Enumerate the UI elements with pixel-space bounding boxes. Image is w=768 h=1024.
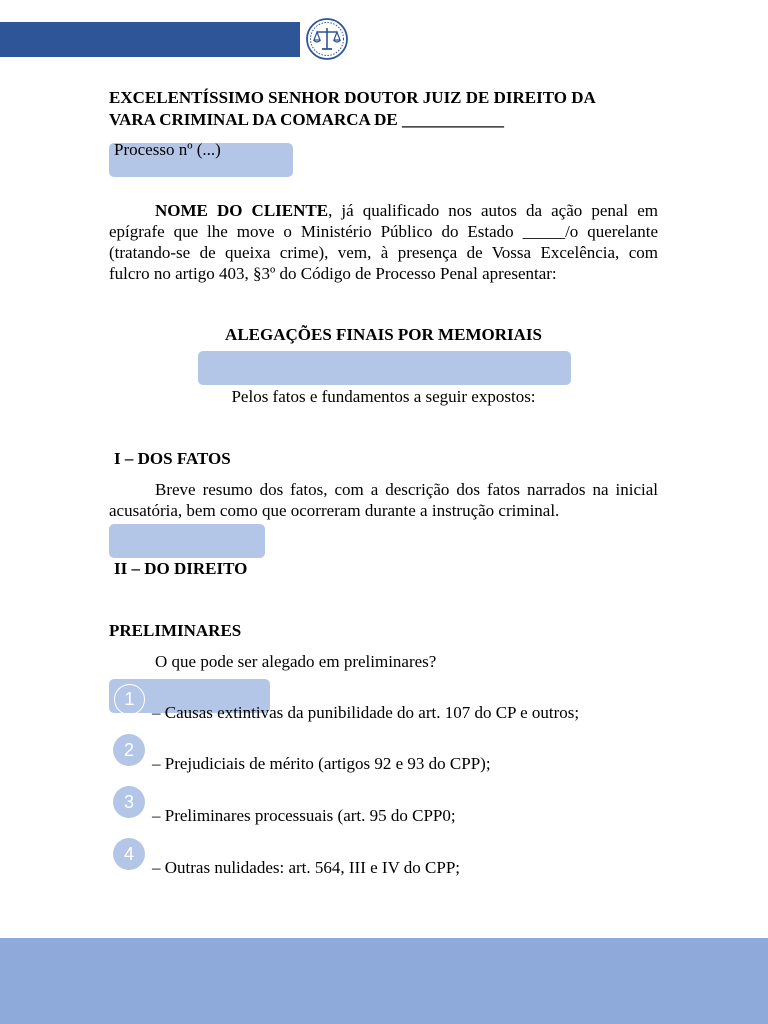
section-title: ALEGAÇÕES FINAIS POR MEMORIAIS xyxy=(225,325,542,344)
preliminares-heading: PRELIMINARES xyxy=(109,621,242,640)
list-item-1: – Causas extintivas da punibilidade do art. 107 do CP e outros; xyxy=(152,703,580,722)
header-bar xyxy=(0,22,300,57)
item-number-1: 1 xyxy=(114,684,145,715)
subtitle: Pelos fatos e fundamentos a seguir expostos: xyxy=(231,387,536,406)
intro-line4: fulcro no artigo 403, §3º do Código de Processo Penal apresentar: xyxy=(109,264,557,283)
intro-line1-rest: , já qualificado nos autos da ação penal em xyxy=(328,201,658,220)
processo-number: Processo nº (...) xyxy=(114,140,221,159)
list-item-2: – Prejudiciais de mérito (artigos 92 e 93 do CPP); xyxy=(152,754,491,773)
fatos-line1: Breve resumo dos fatos, com a descrição dos fatos narrados na inicial xyxy=(155,480,658,499)
intro-line3: (tratando-se de queixa crime), vem, à presença de Vossa Excelência, com xyxy=(109,243,658,262)
direito-highlight xyxy=(109,524,265,558)
scales-of-justice-icon xyxy=(305,17,349,61)
list-item-3: – Preliminares processuais (art. 95 do CPP0; xyxy=(152,806,456,825)
fatos-line2: acusatória, bem como que ocorreram durante a instrução criminal. xyxy=(109,501,560,520)
list-item-4: – Outras nulidades: art. 564, III e IV do CPP; xyxy=(152,858,461,877)
fatos-heading: I – DOS FATOS xyxy=(114,449,231,468)
intro-line2: epígrafe que lhe move o Ministério Público do Estado _____/o querelante xyxy=(109,222,658,241)
footer-band xyxy=(0,938,768,1024)
client-name: NOME DO CLIENTE xyxy=(155,201,329,220)
subtitle-highlight xyxy=(198,351,571,385)
item-number-2: 2 xyxy=(113,734,145,766)
addressee-line2: VARA CRIMINAL DA COMARCA DE ____________ xyxy=(109,110,504,129)
preliminares-question: O que pode ser alegado em preliminares? xyxy=(155,652,437,671)
intro-line1 xyxy=(109,200,658,221)
item-number-4: 4 xyxy=(113,838,145,870)
item-number-3: 3 xyxy=(113,786,145,818)
addressee-line1: EXCELENTÍSSIMO SENHOR DOUTOR JUIZ DE DIREITO DA xyxy=(109,88,596,107)
direito-heading: II – DO DIREITO xyxy=(114,559,248,578)
